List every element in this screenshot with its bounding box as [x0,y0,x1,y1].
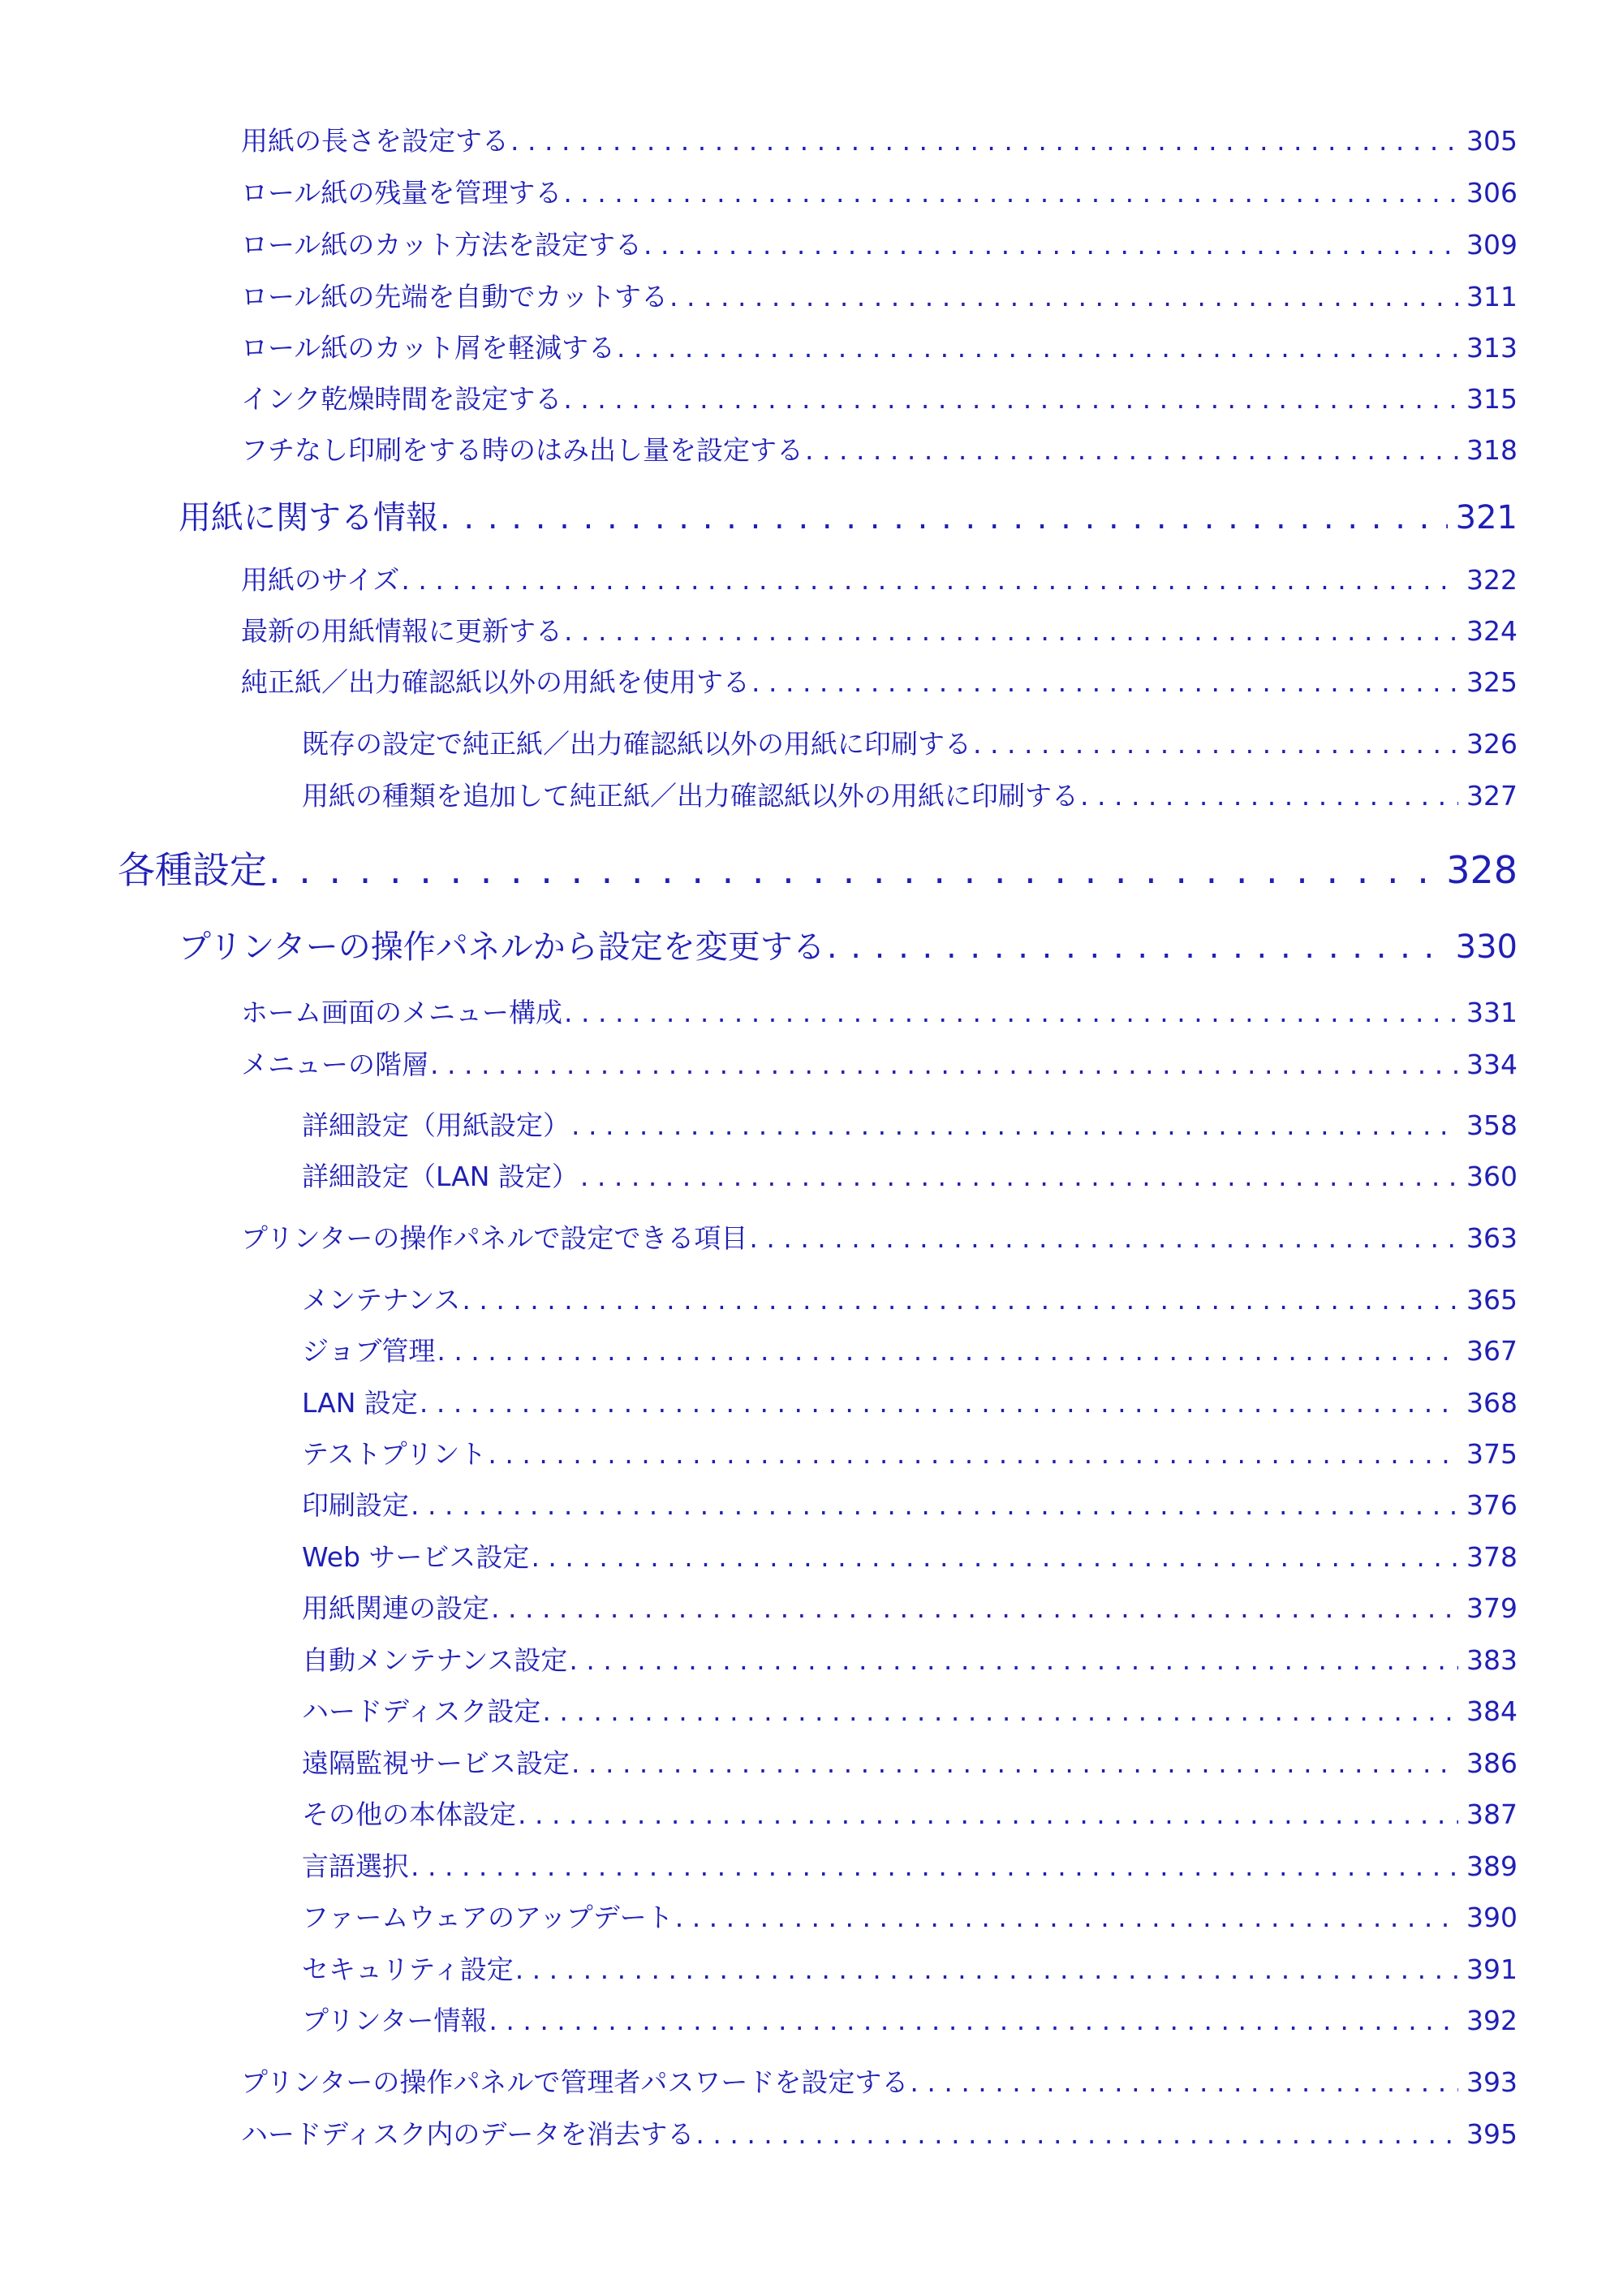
leader-dots [617,332,1458,364]
leader-dots [973,728,1458,760]
toc-entry-title: 用紙のサイズ [241,564,400,596]
toc-subentry-page: 365 [1466,1284,1518,1316]
toc-subentry[interactable] [302,1897,1518,1935]
toc-subentry[interactable] [302,1330,1518,1368]
toc-entry[interactable] [241,327,1518,365]
leader-dots [644,229,1458,261]
leader-dots [827,928,1448,966]
leader-dots [269,848,1438,892]
toc-entry-title: ロール紙の残量を管理する [241,177,562,209]
leader-dots [420,1387,1458,1419]
toc-subentry[interactable] [302,1949,1518,1987]
toc-entry-title: ロール紙の先端を自動でカットする [241,281,669,312]
toc-entry[interactable] [241,610,1518,648]
toc-chapter[interactable] [118,841,1518,894]
leader-dots [515,1954,1458,1985]
leader-dots [462,1284,1458,1316]
toc-chapter-page: 328 [1446,848,1518,892]
toc-subentry-title: ジョブ管理 [302,1335,436,1367]
toc-subentry[interactable] [302,1156,1518,1194]
leader-dots [510,125,1458,157]
toc-subentry-page: 392 [1466,2005,1518,2036]
toc-entry[interactable] [241,2061,1518,2100]
toc-subentry-page: 360 [1466,1161,1518,1192]
toc-subentry[interactable] [302,1639,1518,1678]
toc-entry-title: 最新の用紙情報に更新する [241,615,562,647]
toc-subentry-title: セキュリティ設定 [302,1954,514,1985]
toc-subentry-page: 327 [1466,780,1518,812]
leader-dots [401,564,1458,596]
toc-subentry-title: 自動メンテナンス設定 [302,1644,568,1676]
toc-subentry[interactable] [302,1433,1518,1471]
toc-subentry-page: 358 [1466,1109,1518,1141]
toc-entry[interactable] [241,2113,1518,2152]
toc-subentry-title: Web サービス設定 [302,1541,530,1573]
leader-dots [440,499,1448,536]
toc-subentry-title: メンテナンス [302,1284,461,1316]
toc-subentry-page: 379 [1466,1592,1518,1624]
toc-entry[interactable] [241,378,1518,416]
toc-entry[interactable] [241,1044,1518,1082]
toc-subentry[interactable] [302,1846,1518,1884]
toc-entry-page: 395 [1466,2118,1518,2150]
toc-subentry[interactable] [302,1105,1518,1143]
toc-subentry[interactable] [302,1279,1518,1317]
toc-section[interactable] [179,921,1518,967]
toc-subentry-page: 391 [1466,1954,1518,1985]
toc-subentry-title: 遠隔監視サービス設定 [302,1747,570,1779]
toc-entry[interactable] [241,224,1518,262]
toc-section-page: 321 [1455,499,1518,536]
toc-subentry-title: 詳細設定（用紙設定） [302,1109,570,1141]
toc-entry[interactable] [241,276,1518,314]
toc-subentry-page: 387 [1466,1798,1518,1830]
toc-entry-title: プリンターの操作パネルで管理者パスワードを設定する [241,2066,909,2098]
toc-subentry[interactable] [302,1794,1518,1832]
toc-subentry[interactable] [302,1587,1518,1626]
toc-entry-title: ロール紙のカット屑を軽減する [241,332,616,364]
leader-dots [580,1161,1458,1192]
toc-entry-page: 363 [1466,1222,1518,1254]
leader-dots [695,2118,1458,2150]
toc-chapter-title: 各種設定 [118,848,267,892]
toc-entry-page: 315 [1466,383,1518,415]
toc-subentry-title: 既存の設定で純正紙／出力確認紙以外の用紙に印刷する [302,728,971,760]
toc-subentry-page: 368 [1466,1387,1518,1419]
toc-subentry-page: 389 [1466,1850,1518,1882]
toc-subentry-title: ハードディスク設定 [302,1695,541,1727]
toc-entry-page: 305 [1466,125,1518,157]
leader-dots [489,2005,1458,2036]
toc-entry-page: 334 [1466,1049,1518,1080]
toc-entry-title: フチなし印刷をする時のはみ出し量を設定する [241,434,803,466]
leader-dots [518,1798,1458,1830]
toc-entry-page: 322 [1466,564,1518,596]
toc-subentry-title: 言語選択 [302,1850,409,1882]
toc-subentry-title: テストプリント [302,1438,487,1470]
leader-dots [563,383,1458,415]
leader-dots [571,1109,1458,1141]
leader-dots [411,1850,1458,1882]
toc-entry-page: 311 [1466,281,1518,312]
toc-entry-title: プリンターの操作パネルで設定できる項目 [241,1222,748,1254]
leader-dots [411,1489,1458,1521]
leader-dots [805,434,1458,466]
leader-dots [1080,780,1458,812]
leader-dots [437,1335,1458,1367]
leader-dots [563,177,1458,209]
leader-dots [542,1695,1458,1727]
toc-subentry-title: LAN 設定 [302,1387,418,1419]
toc-entry[interactable] [241,992,1518,1030]
leader-dots [564,997,1458,1028]
toc-section[interactable] [179,492,1518,538]
toc-entry[interactable] [241,1217,1518,1256]
toc-subentry-page: 383 [1466,1644,1518,1676]
toc-subentry[interactable] [302,2000,1518,2038]
toc-subentry-page: 384 [1466,1695,1518,1727]
toc-subentry-page: 367 [1466,1335,1518,1367]
toc-entry-title: 純正紙／出力確認紙以外の用紙を使用する [241,666,750,698]
toc-subentry-title: ファームウェアのアップデート [302,1902,674,1933]
leader-dots [531,1541,1458,1573]
leader-dots [569,1644,1458,1676]
leader-dots [491,1592,1458,1624]
leader-dots [571,1747,1458,1779]
toc-entry-page: 318 [1466,434,1518,466]
toc-subentry-title: 用紙の種類を追加して純正紙／出力確認紙以外の用紙に印刷する [302,780,1078,812]
leader-dots [488,1438,1458,1470]
toc-entry-page: 306 [1466,177,1518,209]
toc-entry-title: ホーム画面のメニュー構成 [241,997,562,1028]
toc-section-title: 用紙に関する情報 [179,499,438,536]
toc-entry-page: 309 [1466,229,1518,261]
toc-subentry-page: 386 [1466,1747,1518,1779]
toc-subentry[interactable] [302,1691,1518,1729]
toc-entry-page: 393 [1466,2066,1518,2098]
toc-entry-title: メニューの階層 [241,1049,428,1080]
toc-section-page: 330 [1455,928,1518,966]
toc-entry[interactable] [241,429,1518,467]
toc-subentry-title: 用紙関連の設定 [302,1592,489,1624]
toc-subentry-title: 印刷設定 [302,1489,409,1521]
toc-entry-page: 331 [1466,997,1518,1028]
toc-entry[interactable] [241,172,1518,210]
toc-subentry-page: 390 [1466,1902,1518,1933]
toc-entry-title: ハードディスク内のデータを消去する [241,2118,695,2150]
toc-subentry[interactable] [302,723,1518,761]
toc-entry-page: 325 [1466,666,1518,698]
toc-subentry[interactable] [302,775,1518,813]
toc-entry-page: 313 [1466,332,1518,364]
toc-entry[interactable] [241,120,1518,158]
toc-subentry[interactable] [302,1742,1518,1781]
toc-entry[interactable] [241,559,1518,597]
toc-subentry[interactable] [302,1536,1518,1574]
toc-subentry-page: 376 [1466,1489,1518,1521]
toc-subentry[interactable] [302,1484,1518,1523]
toc-subentry[interactable] [302,1382,1518,1420]
toc-subentry-title: その他の本体設定 [302,1798,516,1830]
toc-entry-title: ロール紙のカット方法を設定する [241,229,643,261]
leader-dots [675,1902,1458,1933]
toc-entry-page: 324 [1466,615,1518,647]
toc-subentry-page: 326 [1466,728,1518,760]
toc-subentry-title: 詳細設定（LAN 設定） [302,1161,579,1192]
leader-dots [910,2066,1458,2098]
leader-dots [564,615,1458,647]
toc-section-title: プリンターの操作パネルから設定を変更する [179,928,825,966]
toc-entry[interactable] [241,661,1518,700]
toc-subentry-page: 378 [1466,1541,1518,1573]
toc-entry-title: インク乾燥時間を設定する [241,383,562,415]
leader-dots [751,666,1458,698]
leader-dots [430,1049,1458,1080]
leader-dots [669,281,1458,312]
toc-subentry-title: プリンター情報 [302,2005,488,2036]
toc-entry-title: 用紙の長さを設定する [241,125,509,157]
toc-subentry-page: 375 [1466,1438,1518,1470]
leader-dots [749,1222,1458,1254]
